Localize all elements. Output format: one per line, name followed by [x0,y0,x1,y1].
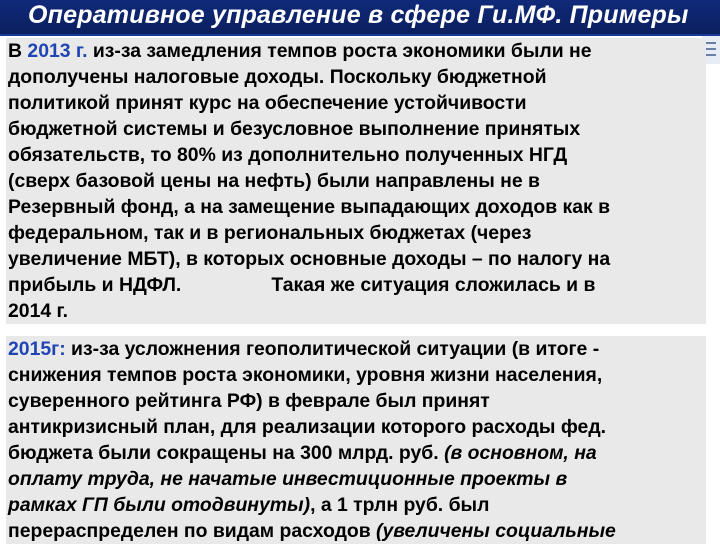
title-bar [0,0,720,36]
year-highlight: 2015г: [8,338,66,360]
text-line: бюджетной системы и безусловное выполнение принятых [8,118,581,140]
text-line: оплату труда, не начатые инвестиционные проекты в [8,468,568,490]
text-fragment: бюджета были сокращены на 300 млрд. руб. [8,442,445,464]
text-line: политикой принят курс на обеспечение устойчивости [8,92,527,114]
text-line: снижения темпов роста экономики, уровня жизни населения, [8,364,603,386]
text-line: федеральном, так и в региональных бюджетах (через [8,222,532,244]
text-line: Резервный фонд, а на замещение выпадающих доходов как в [8,196,610,218]
italic-fragment: (увеличены социальные [376,520,616,542]
slide-content [6,38,706,544]
text-fragment: , а 1 трлн руб. был [310,494,490,516]
text-line [8,272,704,298]
text-line: обязательств, то 80% из дополнительно полученных НГД [8,144,568,166]
text-fragment: Такая же ситуация сложилась и в [271,274,596,296]
text-fragment: из-за замедления темпов роста экономики были не [87,40,592,62]
text-line [8,38,704,64]
text-line [8,336,704,362]
year-highlight: 2013 г. [27,40,88,62]
text-line: дополучены налоговые доходы. Поскольку бюджетной [8,66,547,88]
slide-title: Оперативное управление в сфере Ги.МФ. Примеры [28,1,689,29]
text-fragment: из-за усложнения геополитической ситуации (в итоге - [65,338,600,360]
paragraph-2015 [6,336,706,544]
text-line [8,492,704,518]
text-line: 2014 г. [8,300,69,322]
text-fragment: перераспределен по видам расходов [8,520,377,542]
text-fragment: прибыль и НДФЛ. [8,274,182,296]
text-line [8,440,704,466]
italic-fragment: рамках ГП были отодвинуты) [8,494,311,516]
text-line: антикризисный план, для реализации которого расходы фед. [8,416,607,438]
text-line: (сверх базовой цены на нефть) были направлены не в [8,170,540,192]
text-line: суверенного рейтинга РФ) в феврале был принят [8,390,490,412]
text-fragment: В [8,40,28,62]
text-line [8,518,704,544]
italic-fragment: (в основном, на [444,442,597,464]
text-line: увеличение МБТ), в которых основные доходы – по налогу на [8,248,611,270]
paragraph-2013 [6,38,706,324]
